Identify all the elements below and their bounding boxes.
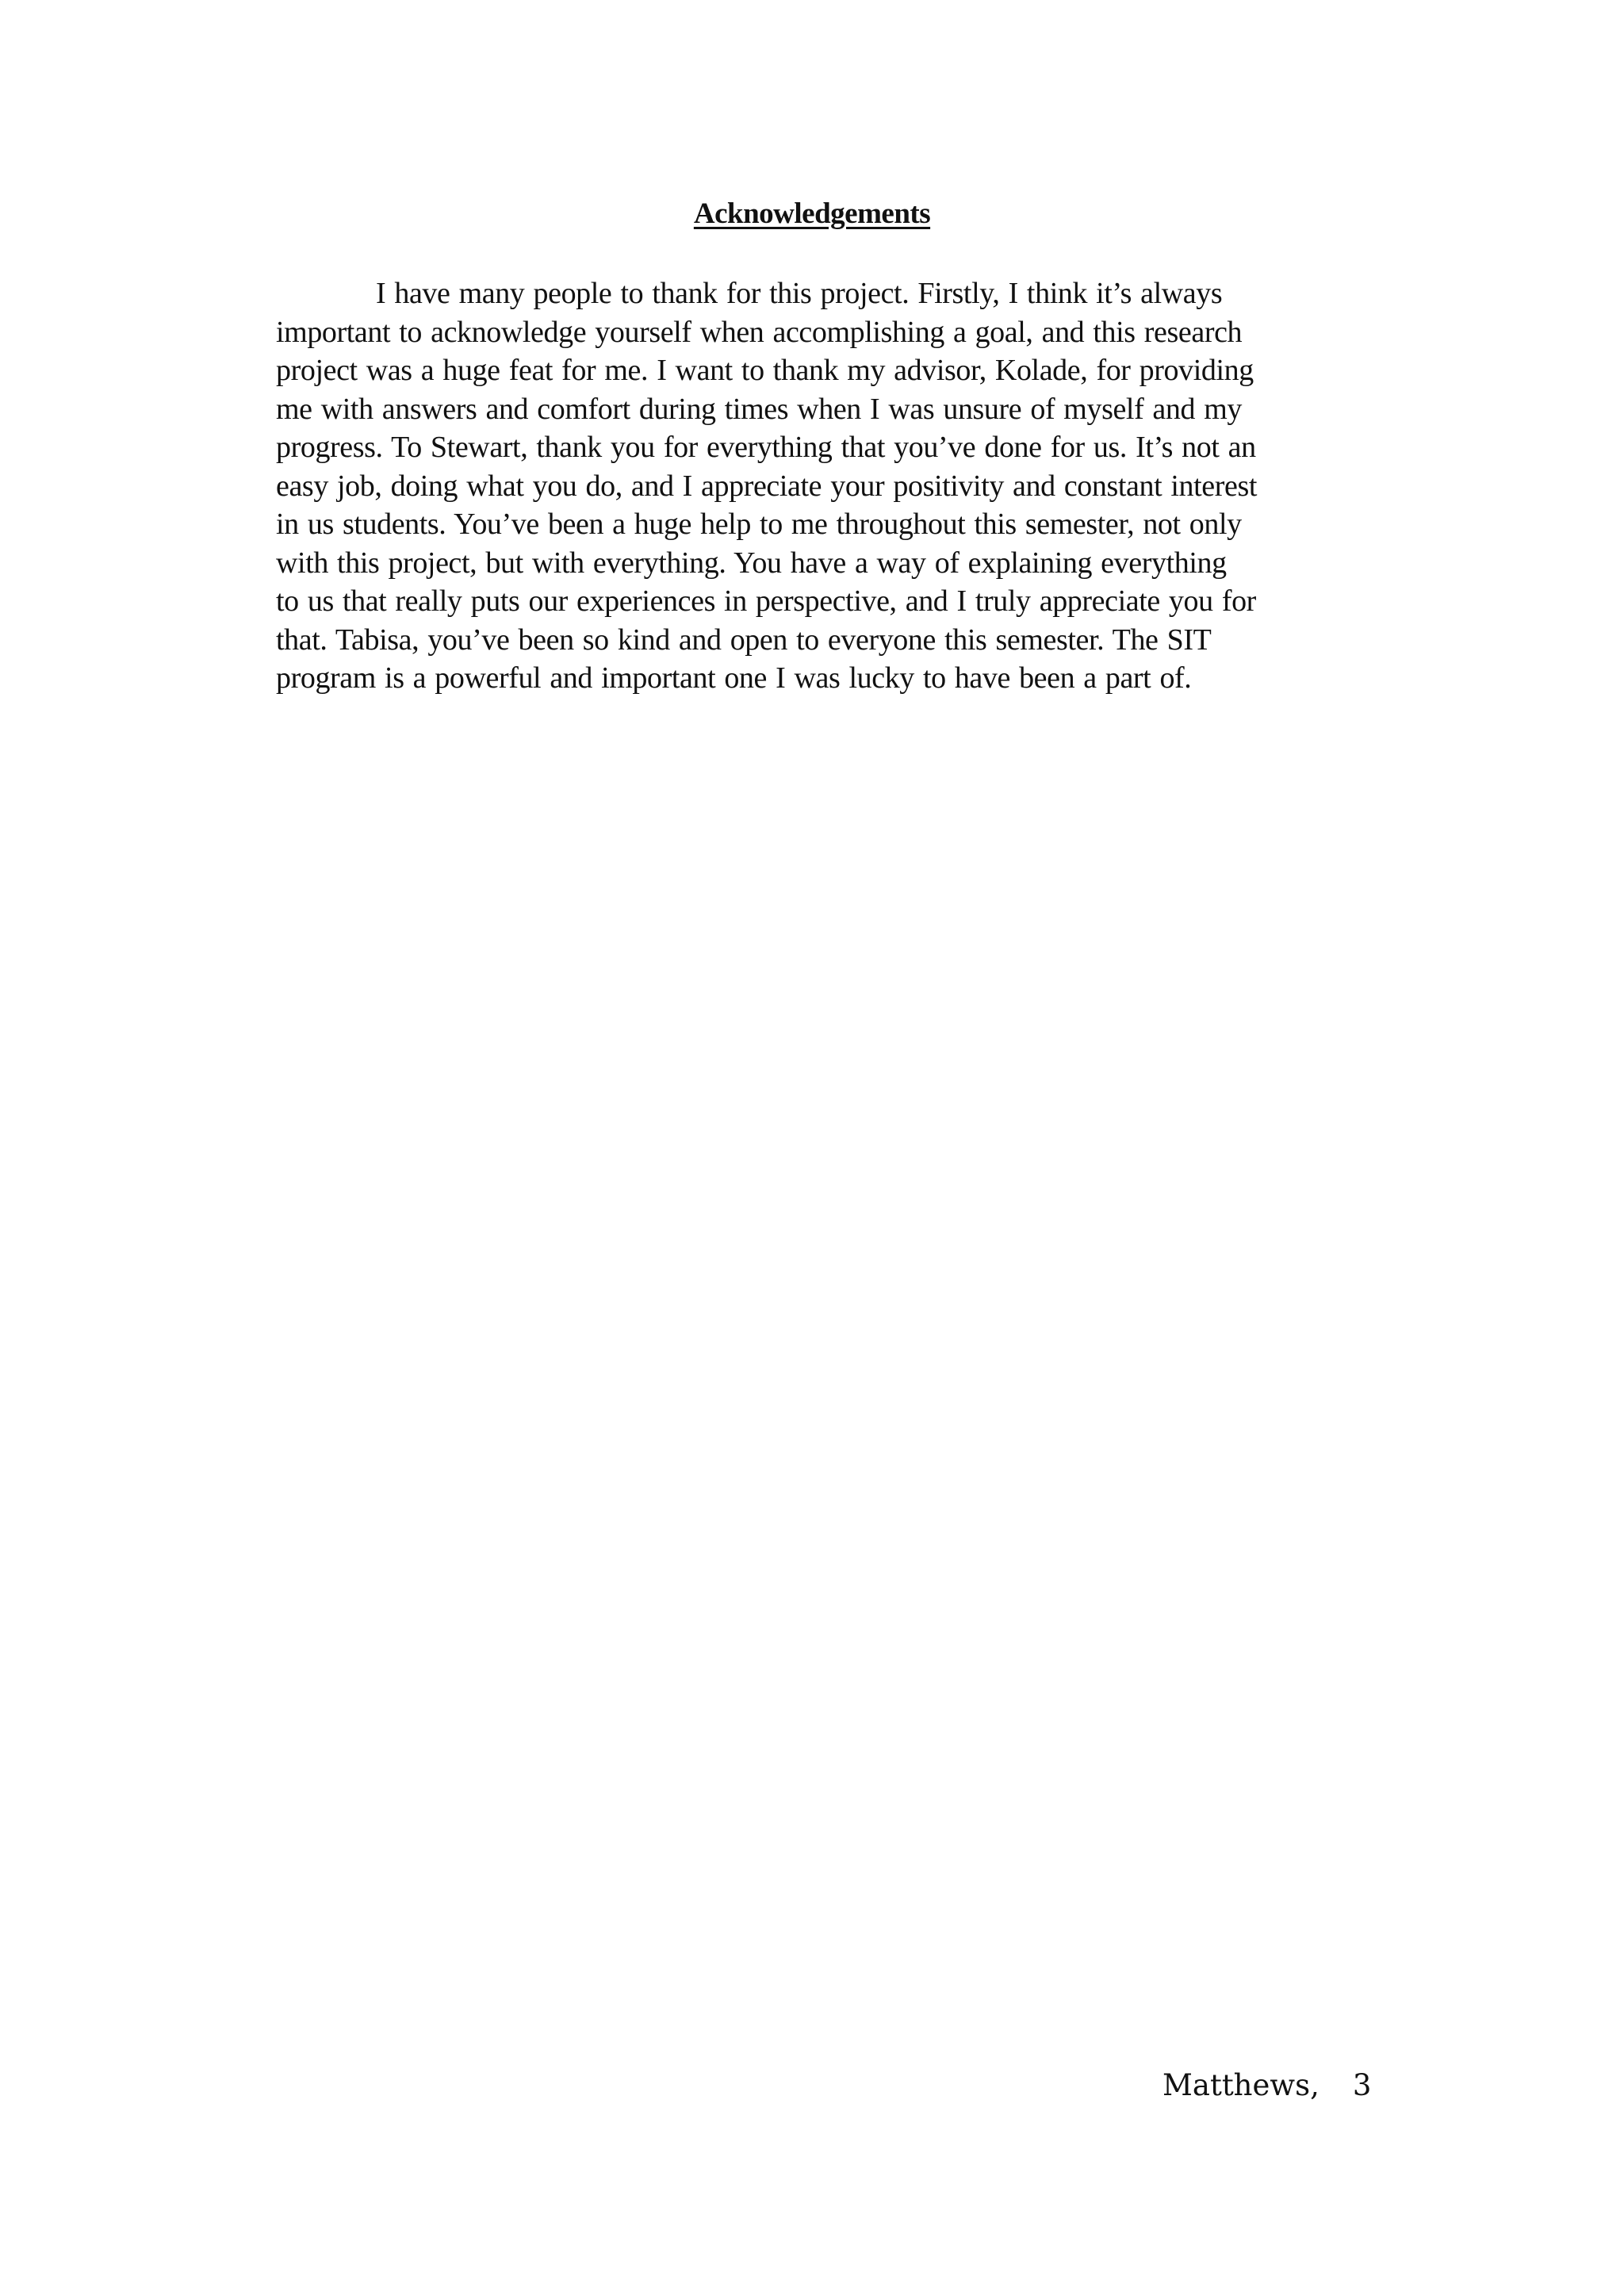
paragraph-line: that. Tabisa, you’ve been so kind and open to everyone this semester. The SIT	[276, 623, 1212, 657]
paragraph-line: with this project, but with everything. You have a way of explaining everything	[276, 546, 1227, 580]
paragraph-line: I have many people to thank for this project. Firstly, I think it’s always	[376, 277, 1223, 310]
page-footer	[1162, 2067, 1371, 2105]
paragraph-line: easy job, doing what you do, and I appreciate your positivity and constant interest	[276, 469, 1258, 503]
footer-author: Matthews,	[1162, 2068, 1320, 2102]
paragraph-line: in us students. You’ve been a huge help to me throughout this semester, not only	[276, 508, 1242, 541]
paragraph-line: me with answers and comfort during times when I was unsure of myself and my	[276, 392, 1242, 426]
page-heading: Acknowledgements	[693, 197, 931, 230]
acknowledgements-paragraph	[276, 274, 1386, 698]
paragraph-line: progress. To Stewart, thank you for everything that you’ve done for us. It’s not an	[276, 431, 1256, 464]
paragraph-line: to us that really puts our experiences in perspective, and I truly appreciate you for	[276, 584, 1256, 618]
paragraph-line: program is a powerful and important one I was lucky to have been a part of.	[276, 661, 1192, 695]
paragraph-line: important to acknowledge yourself when accomplishing a goal, and this research	[276, 315, 1243, 349]
paragraph-line: project was a huge feat for me. I want to thank my advisor, Kolade, for providing	[276, 354, 1254, 387]
page-number: 3	[1352, 2068, 1372, 2102]
